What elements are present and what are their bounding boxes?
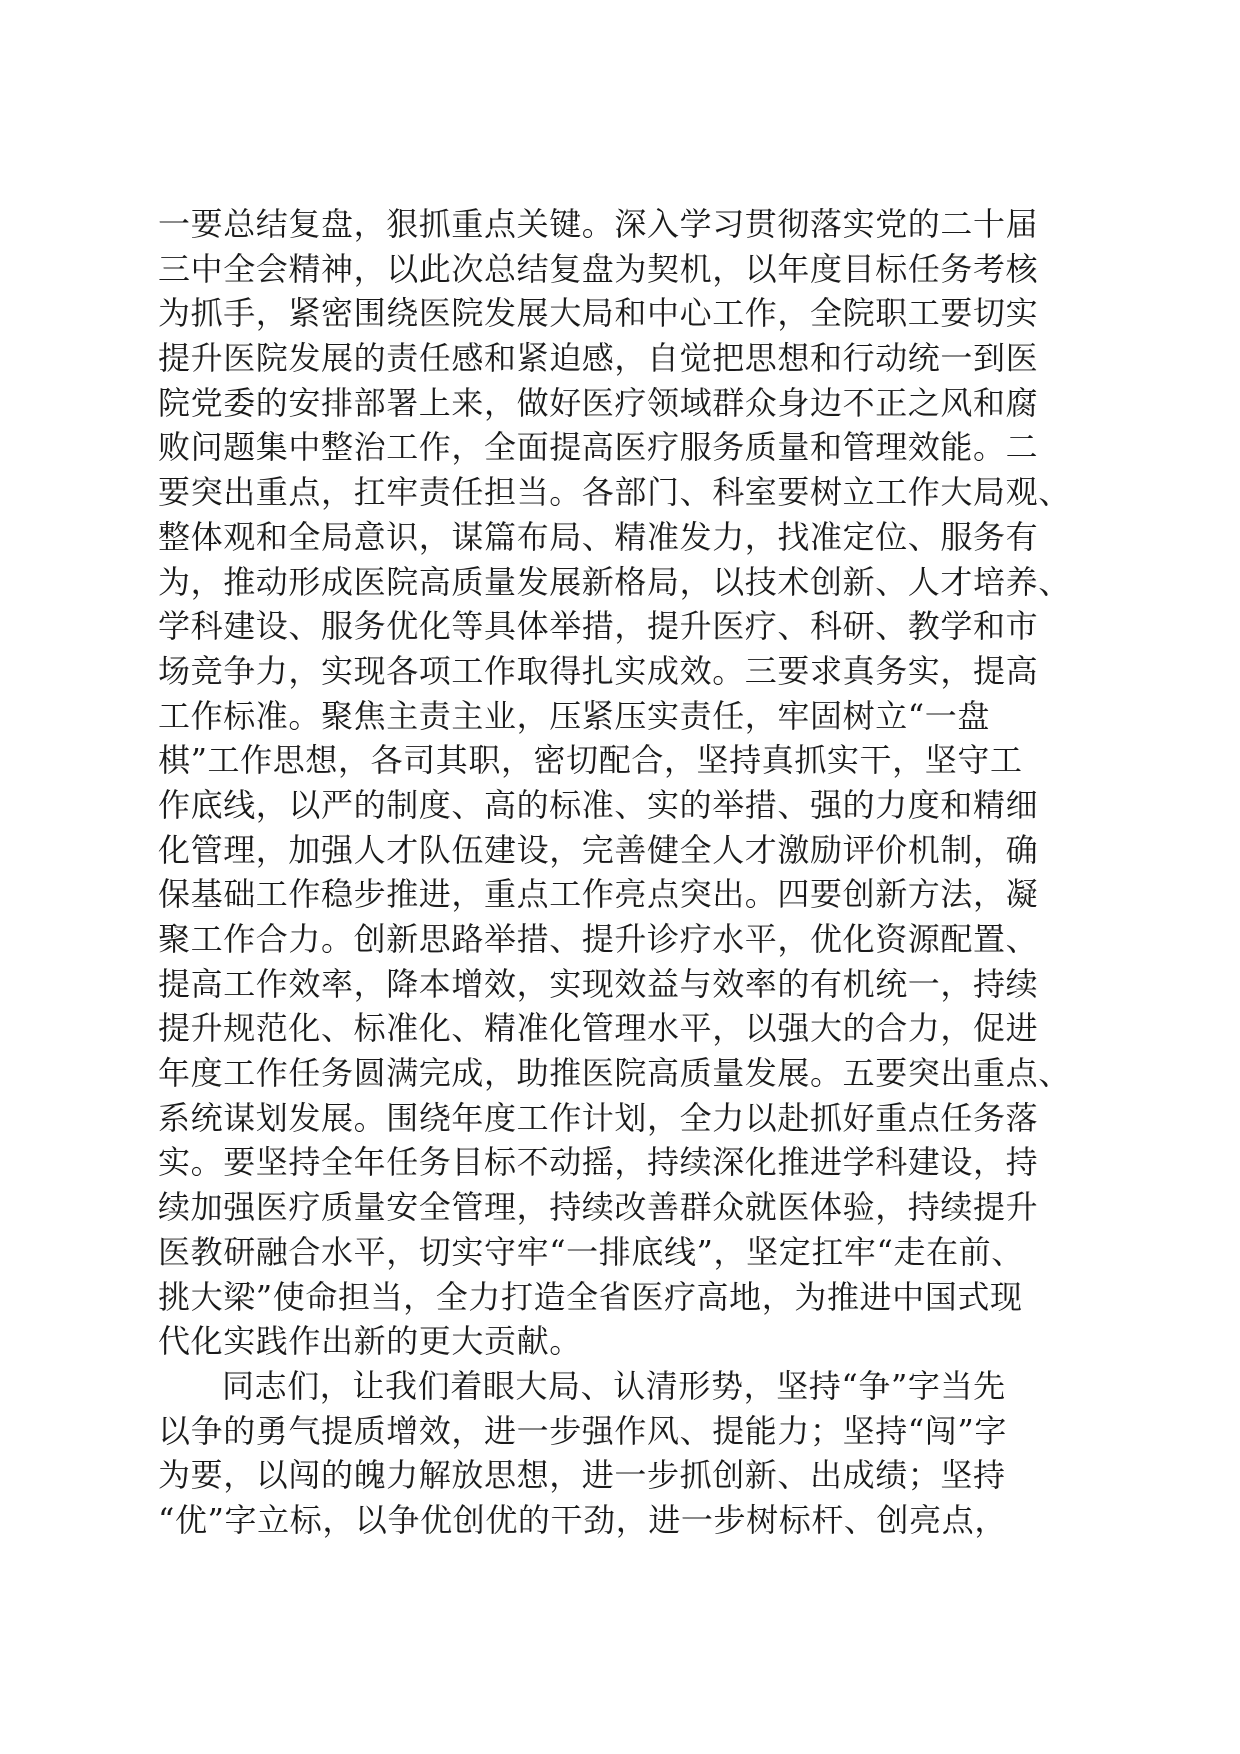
text-line: 为要，以闯的魄力解放思想，进一步抓创新、出成绩；坚持 xyxy=(158,1456,1006,1495)
text-line: 保基础工作稳步推进，重点工作亮点突出。四要创新方法，凝 xyxy=(158,875,1039,914)
text-line: 学科建设、服务优化等具体举措，提升医疗、科研、教学和市 xyxy=(158,607,1039,646)
text-line: 实。要坚持全年任务目标不动摇，持续深化推进学科建设，持 xyxy=(158,1143,1039,1182)
text-line: 棋”工作思想，各司其职，密切配合，坚持真抓实干，坚守工 xyxy=(158,741,1023,780)
text-line: 化管理，加强人才队伍建设，完善健全人才激励评价机制，确 xyxy=(158,830,1039,869)
text-line: 整体观和全局意识，谋篇布局、精准发力，找准定位、服务有 xyxy=(158,517,1039,556)
text-line: 作底线，以严的制度、高的标准、实的举措、强的力度和精细 xyxy=(158,785,1039,824)
text-line: 为抓手，紧密围绕医院发展大局和中心工作，全院职工要切实 xyxy=(158,294,1039,333)
text-line: “优”字立标，以争优创优的干劲，进一步树标杆、创亮点， xyxy=(158,1500,1007,1539)
body-text xyxy=(158,202,1088,1543)
text-line: 提升医院发展的责任感和紧迫感，自觉把思想和行动统一到医 xyxy=(158,339,1039,378)
text-line: 续加强医疗质量安全管理，持续改善群众就医体验，持续提升 xyxy=(158,1188,1039,1227)
text-line: 工作标准。聚焦主责主业，压紧压实责任，牢固树立“一盘 xyxy=(158,696,990,735)
text-line: 场竞争力，实现各项工作取得扎实成效。三要求真务实，提高 xyxy=(158,651,1039,690)
text-line: 年度工作任务圆满完成，助推医院高质量发展。五要突出重点、 xyxy=(158,1054,1071,1093)
text-line: 要突出重点，扛牢责任担当。各部门、科室要树立工作大局观、 xyxy=(158,473,1071,512)
text-line: 代化实践作出新的更大贡献。 xyxy=(158,1322,582,1361)
text-line: 以争的勇气提质增效，进一步强作风、提能力；坚持“闯”字 xyxy=(158,1411,1007,1450)
text-line: 医教研融合水平，切实守牢“一排底线”，坚定扛牢“走在前、 xyxy=(158,1232,1024,1271)
text-line: 提高工作效率，降本增效，实现效益与效率的有机统一，持续 xyxy=(158,964,1039,1003)
text-line: 院党委的安排部署上来，做好医疗领域群众身边不正之风和腐 xyxy=(158,383,1039,422)
text-line: 系统谋划发展。围绕年度工作计划，全力以赴抓好重点任务落 xyxy=(158,1098,1039,1137)
paragraph-start-line: 同志们，让我们着眼大局、认清形势，坚持“争”字当先 xyxy=(222,1366,1006,1405)
text-line: 挑大梁”使命担当，全力打造全省医疗高地，为推进中国式现 xyxy=(158,1277,1023,1316)
text-line: 聚工作合力。创新思路举措、提升诊疗水平，优化资源配置、 xyxy=(158,920,1039,958)
text-line: 败问题集中整治工作，全面提高医疗服务质量和管理效能。二 xyxy=(158,428,1039,467)
text-line: 三中全会精神，以此次总结复盘为契机，以年度目标任务考核 xyxy=(158,249,1039,288)
text-line: 为，推动形成医院高质量发展新格局，以技术创新、人才培养、 xyxy=(158,562,1071,601)
text-line: 提升规范化、标准化、精准化管理水平，以强大的合力，促进 xyxy=(158,1009,1039,1048)
text-line: 一要总结复盘，狠抓重点关键。深入学习贯彻落实党的二十届 xyxy=(158,205,1039,243)
